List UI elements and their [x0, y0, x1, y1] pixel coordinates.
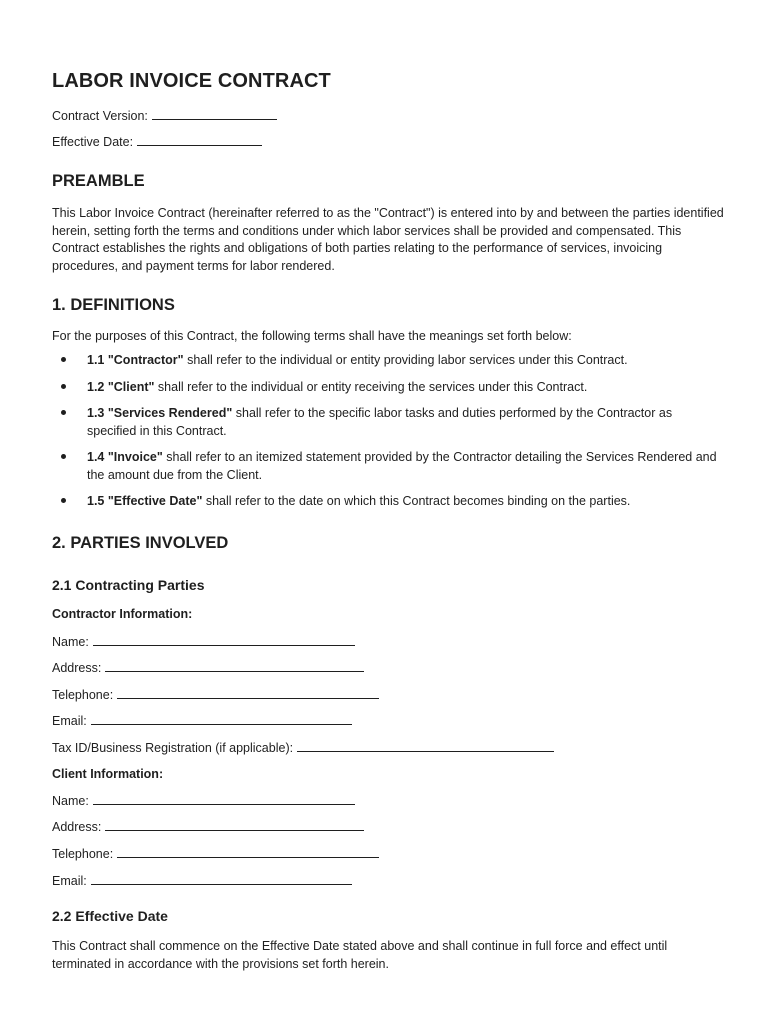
definitions-heading: 1. DEFINITIONS	[52, 296, 175, 314]
effective-date-blank[interactable]	[137, 134, 262, 146]
definition-item	[52, 379, 724, 397]
definition-text: shall refer to the individual or entity providing labor services under this Contract.	[183, 353, 628, 367]
preamble-text: This Labor Invoice Contract (hereinafter referred to as the "Contract") is entered into by and between the parties identified herein, setting forth the terms and conditions under which labor services shall be provided and compensated. This Contract establishes the rights and obligations of both parties relating to the performance of services, invoicing procedures, and payment terms for labor rendered.	[52, 206, 724, 273]
definition-item	[52, 352, 724, 370]
contract-version-field	[52, 108, 277, 123]
client-name-blank[interactable]	[93, 793, 355, 805]
contractor-address-blank[interactable]	[105, 660, 364, 672]
bullet-icon	[61, 454, 66, 459]
field-label: Telephone:	[52, 688, 114, 702]
client-email-blank[interactable]	[91, 873, 352, 885]
client-telephone-field	[52, 846, 379, 861]
definition-term: 1.5 "Effective Date"	[87, 494, 203, 508]
effective-date-heading: 2.2 Effective Date	[52, 908, 168, 924]
definition-term: 1.4 "Invoice"	[87, 450, 163, 464]
contractor-email-field	[52, 713, 352, 728]
contract-version-label: Contract Version:	[52, 109, 148, 123]
document-title: LABOR INVOICE CONTRACT	[52, 70, 331, 92]
bullet-icon	[61, 357, 66, 362]
definition-text: shall refer to the date on which this Contract becomes binding on the parties.	[202, 494, 631, 508]
client-email-field	[52, 873, 352, 888]
definition-term: 1.1 "Contractor"	[87, 353, 184, 367]
definitions-intro: For the purposes of this Contract, the following terms shall have the meanings set forth below:	[52, 329, 572, 343]
field-label: Email:	[52, 874, 87, 888]
field-label: Address:	[52, 820, 102, 834]
contractor-email-blank[interactable]	[91, 713, 352, 725]
definition-text: shall refer to the individual or entity receiving the services under this Contract.	[154, 379, 588, 394]
contractor-address-field	[52, 660, 364, 675]
contractor-telephone-blank[interactable]	[117, 687, 379, 699]
effective-date-text: This Contract shall commence on the Effective Date stated above and shall continue in full force and effect until terminated in accordance with the provisions set forth herein.	[52, 939, 668, 971]
preamble-heading: PREAMBLE	[52, 172, 145, 190]
client-info-label: Client Information:	[52, 767, 164, 781]
parties-heading: 2. PARTIES INVOLVED	[52, 534, 229, 552]
definition-item	[52, 493, 724, 511]
bullet-icon	[61, 410, 66, 415]
client-telephone-blank[interactable]	[117, 846, 379, 858]
effective-date-label: Effective Date:	[52, 135, 134, 149]
client-address-field	[52, 819, 364, 834]
field-label: Telephone:	[52, 847, 114, 861]
definition-text: shall refer to the specific labor tasks and duties performed by the Contractor as specified in this Contract.	[87, 406, 673, 438]
contractor-info-label: Contractor Information:	[52, 607, 193, 621]
definition-term: 1.3 "Services Rendered"	[87, 406, 233, 420]
field-label: Email:	[52, 714, 87, 728]
definition-term: 1.2 "Client"	[87, 379, 155, 394]
client-address-blank[interactable]	[105, 819, 364, 831]
field-label: Address:	[52, 661, 102, 675]
contracting-parties-heading: 2.1 Contracting Parties	[52, 577, 205, 593]
contractor-taxid-field	[52, 740, 554, 755]
contractor-name-field	[52, 634, 355, 649]
contractor-name-blank[interactable]	[93, 634, 355, 646]
contract-version-blank[interactable]	[152, 108, 277, 120]
contractor-telephone-field	[52, 687, 379, 702]
field-label: Tax ID/Business Registration (if applicable):	[52, 741, 294, 755]
bullet-icon	[61, 384, 66, 389]
definitions-list	[52, 352, 724, 511]
effective-date-field	[52, 134, 262, 149]
bullet-icon	[61, 498, 66, 503]
field-label: Name:	[52, 794, 89, 808]
client-name-field	[52, 793, 355, 808]
definition-item	[52, 449, 724, 484]
contractor-taxid-blank[interactable]	[297, 740, 554, 752]
field-label: Name:	[52, 635, 89, 649]
definition-item	[52, 405, 724, 440]
definition-text: shall refer to an itemized statement provided by the Contractor detailing the Services Rendered and the amount due from the Client.	[87, 450, 717, 482]
